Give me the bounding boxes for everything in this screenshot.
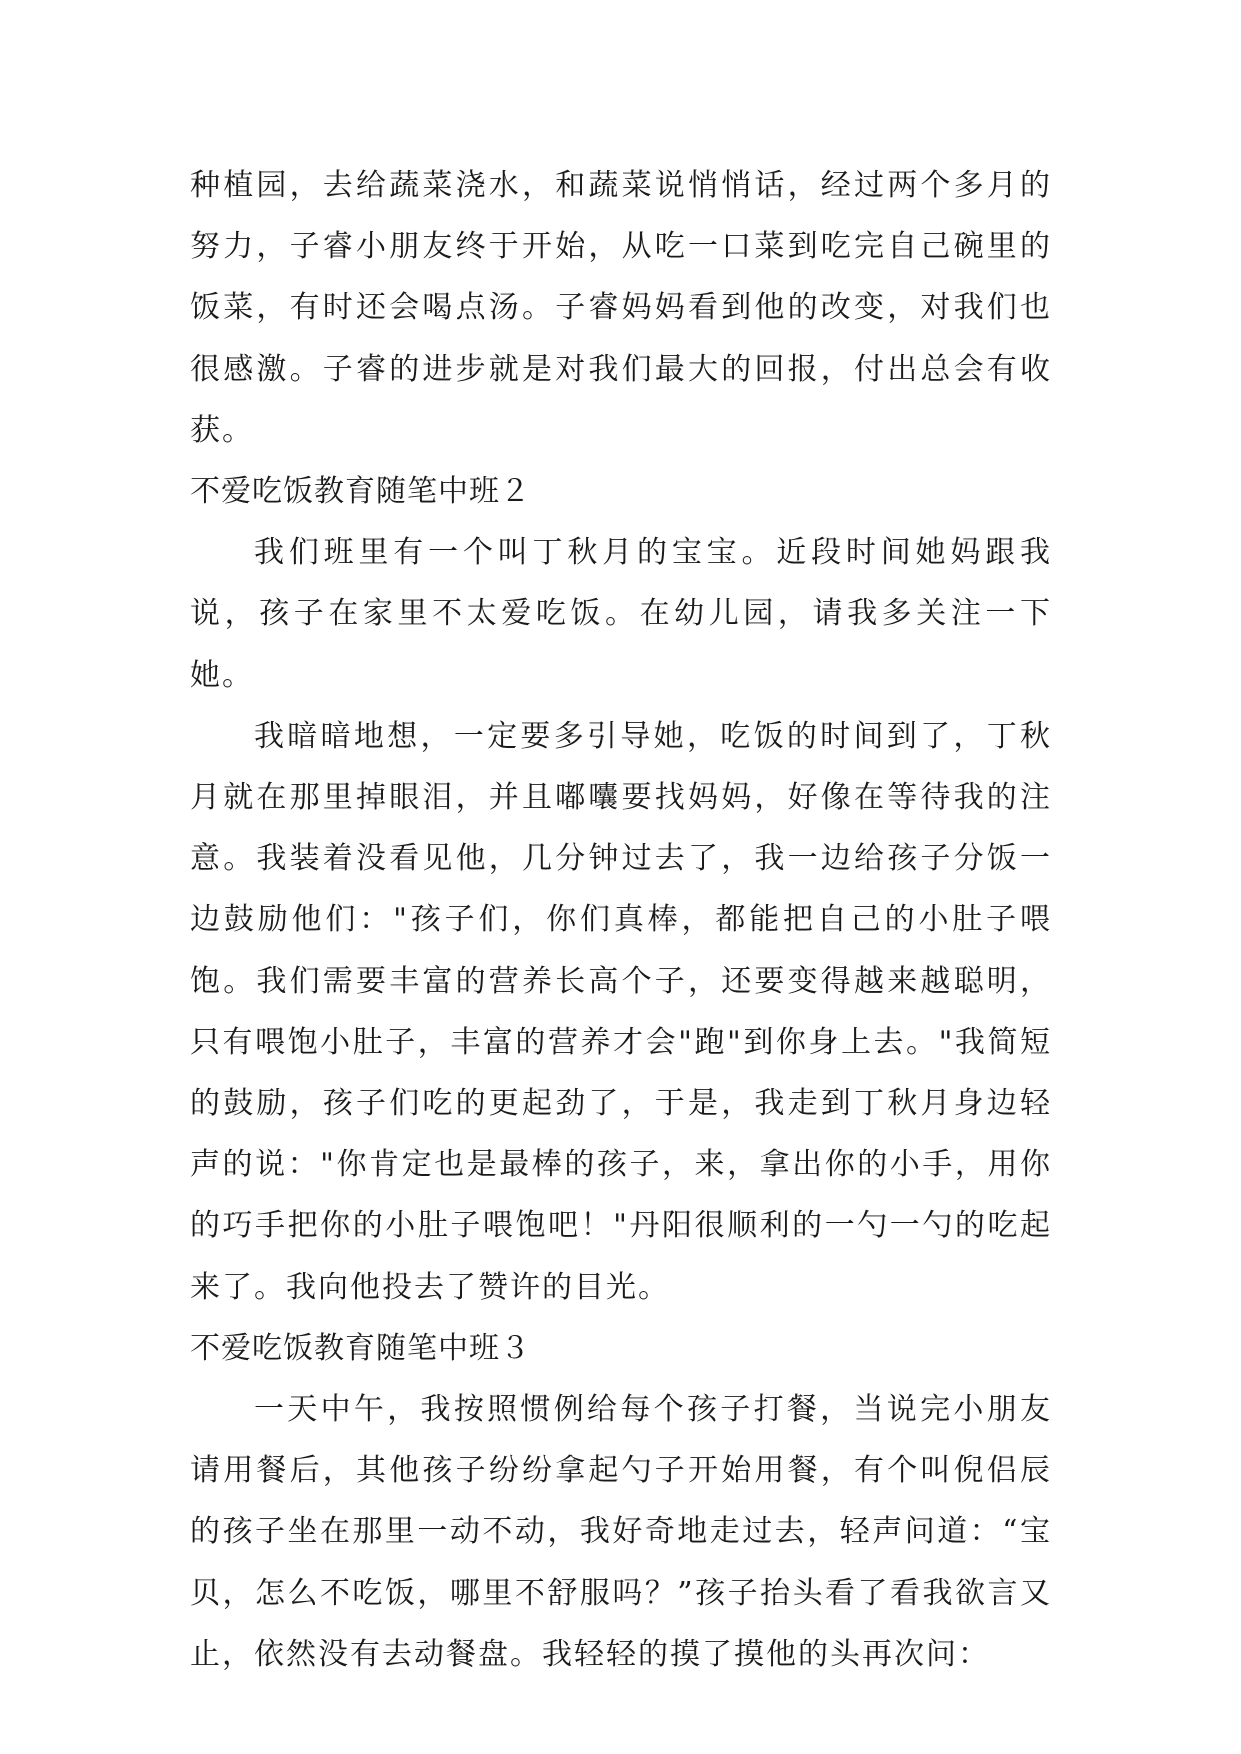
section-2-paragraph-1: 我们班里有一个叫丁秋月的宝宝。近段时间她妈跟我说，孩子在家里不太爱吃饭。在幼儿园，请我多关注一下她。 — [190, 535, 1052, 693]
section-2-paragraph-2: 我暗暗地想，一定要多引导她，吃饭的时间到了，丁秋月就在那里掉眼泪，并且嘟囔要找妈妈，好像在等待我的注意。我装着没看见他，几分钟过去了，我一边给孩子分饭一边鼓励他们："孩子们，你们真棒，都能把自己的小肚子喂饱。我们需要丰富的营养长高个子，还要变得越来越聪明，只有喂饱小肚子，丰富的营养才会"跑"到你身上去。"我简短的鼓励，孩子们吃的更起劲了，于是，我走到丁秋月身边轻声的说："你肯定也是最棒的孩子，来，拿出你的小手，用你的巧手把你的小肚子喂饱吧！"丹阳很顺利的一勺一勺的吃起来了。我向他投去了赞许的目光。 — [190, 718, 1052, 1305]
section-title-3: 不爱吃饭教育随笔中班３ — [190, 1330, 531, 1366]
section-3-paragraph-1: 一天中午，我按照惯例给每个孩子打餐，当说完小朋友请用餐后，其他孩子纷纷拿起勺子开始用餐，有个叫倪侣辰的孩子坐在那里一动不动，我好奇地走过去，轻声问道：“宝贝，怎么不吃饭，哪里不舒服吗？”孩子抬头看了看我欲言又止，依然没有去动餐盘。我轻轻的摸了摸他的头再次问： — [190, 1392, 1052, 1672]
document-page — [190, 155, 1052, 1685]
section-title-2: 不爱吃饭教育随笔中班２ — [190, 474, 531, 510]
continued-paragraph: 种植园，去给蔬菜浇水，和蔬菜说悄悄话，经过两个多月的努力，子睿小朋友终于开始，从吃一口菜到吃完自己碗里的饭菜，有时还会喝点汤。子睿妈妈看到他的改变，对我们也很感激。子睿的进步就是对我们最大的回报，付出总会有收获。 — [190, 168, 1052, 448]
